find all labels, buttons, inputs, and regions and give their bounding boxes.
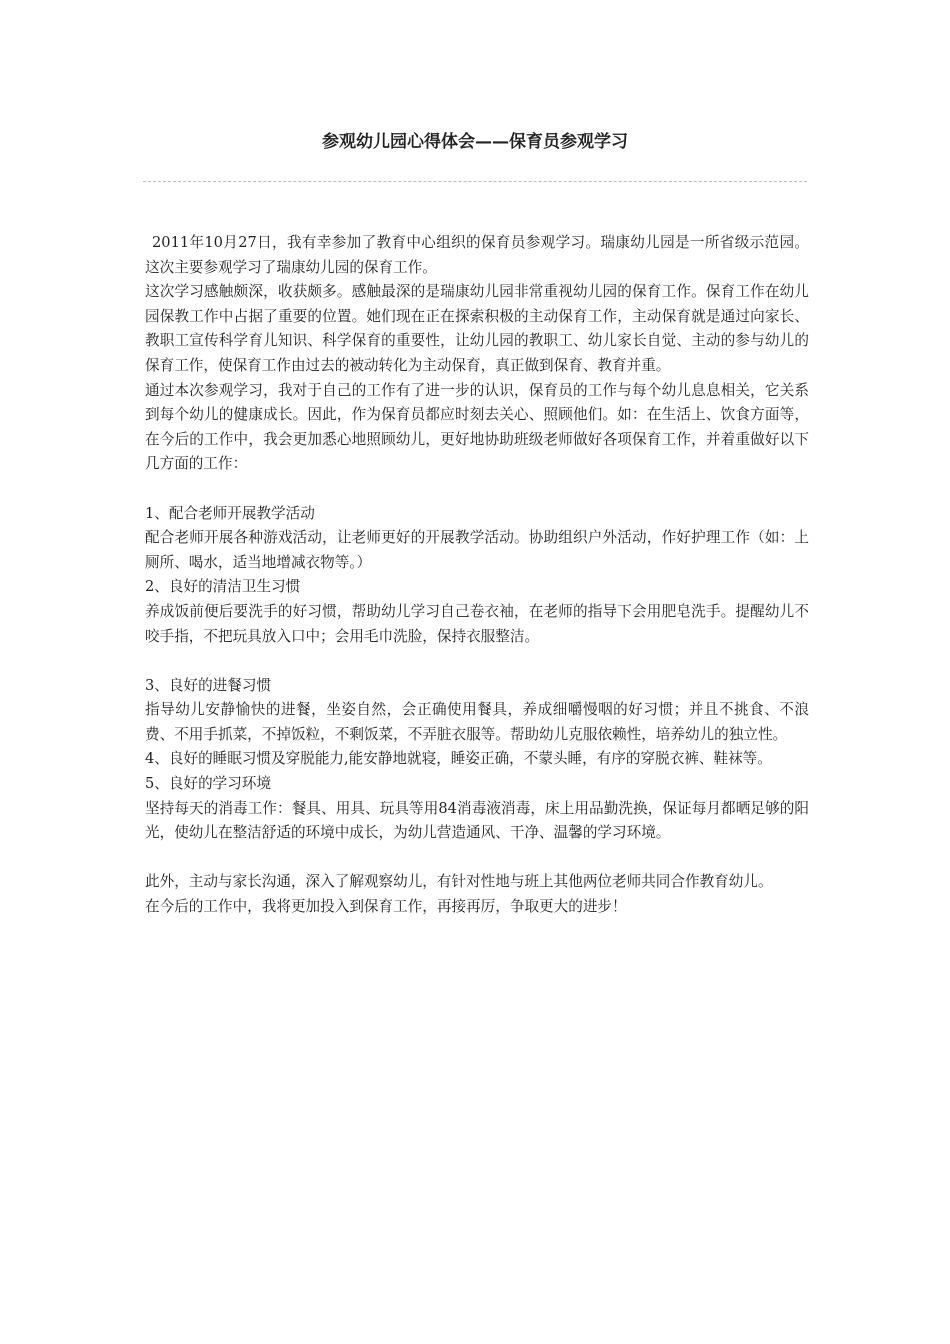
blank-line (145, 477, 809, 502)
paragraph-intro: 2011年10月27日，我有幸参加了教育中心组织的保育员参观学习。瑞康幼儿园是一所省级示范园。这次主要参观学习了瑞康幼儿园的保育工作。 (145, 234, 809, 276)
paragraph-impression: 这次学习感触颇深，收获颇多。感触最深的是瑞康幼儿园非常重视幼儿园的保育工作。保育工作在幼儿园保教工作中占据了重要的位置。她们现在正在探索积极的主动保育工作，主动保育就是通过向家长、教职工宣传科学育儿知识、科学保育的重要性，让幼儿园的教职工、幼儿家长自觉、主动的参与幼儿的保育工作，使保育工作由过去的被动转化为主动保育，真正做到保育、教育并重。 (145, 283, 809, 374)
section-heading-1: 1、配合老师开展教学活动 (145, 504, 315, 522)
paragraph-closing: 在今后的工作中，我将更加投入到保育工作，再接再厉，争取更大的进步！ (145, 898, 627, 916)
section-heading-5: 5、良好的学习环境 (145, 775, 272, 793)
section-body-3: 指导幼儿安静愉快的进餐，坐姿自然，会正确使用餐具，养成细嚼慢咽的好习惯；并且不挑食、不浪费、不用手抓菜，不掉饭粒，不剩饭菜，不弄脏衣服等。帮助幼儿克服依赖性，培养幼儿的独立性。 (145, 701, 809, 743)
section-body-2: 养成饭前便后要洗手的好习惯，帮助幼儿学习自己卷衣袖，在老师的指导下会用肥皂洗手。提醒幼儿不咬手指，不把玩具放入口中；会用毛巾洗脸，保持衣服整洁。 (145, 602, 809, 645)
section-body-1: 配合老师开展各种游戏活动，让老师更好的开展教学活动。协助组织户外活动，作好护理工作（如：上厕所、喝水，适当地增减衣物等。） (145, 529, 809, 571)
section-item-4: 4、良好的睡眠习惯及穿脱能力,能安静地就寝，睡姿正确，不蒙头睡，有序的穿脱衣裤、鞋袜等。 (145, 750, 772, 768)
paragraph-communication: 此外，主动与家长沟通，深入了解观察幼儿，有针对性地与班上其他两位老师共同合作教育幼儿。 (145, 873, 773, 891)
section-heading-3: 3、良好的进餐习惯 (145, 676, 272, 694)
blank-line (145, 846, 809, 871)
blank-line (145, 649, 809, 674)
section-body-5: 坚持每天的消毒工作：餐具、用具、玩具等用84消毒液消毒，床上用品勤洗换，保证每月都晒足够的阳光，使幼儿在整洁舒适的环境中成长，为幼儿营造通风、干净、温馨的学习环境。 (145, 799, 809, 842)
title-divider (143, 181, 807, 182)
document-body (145, 231, 809, 920)
section-heading-2: 2、良好的清洁卫生习惯 (145, 578, 301, 596)
paragraph-reflection: 通过本次参观学习，我对于自己的工作有了进一步的认识，保育员的工作与每个幼儿息息相关，它关系到每个幼儿的健康成长。因此，作为保育员都应时刻去关心、照顾他们。如：在生活上、饮食方面等，在今后的工作中，我会更加悉心地照顾幼儿，更好地协助班级老师做好各项保育工作，并着重做好以下几方面的工作： (145, 381, 809, 473)
document-title: 参观幼儿园心得体会——保育员参观学习 (322, 132, 628, 152)
